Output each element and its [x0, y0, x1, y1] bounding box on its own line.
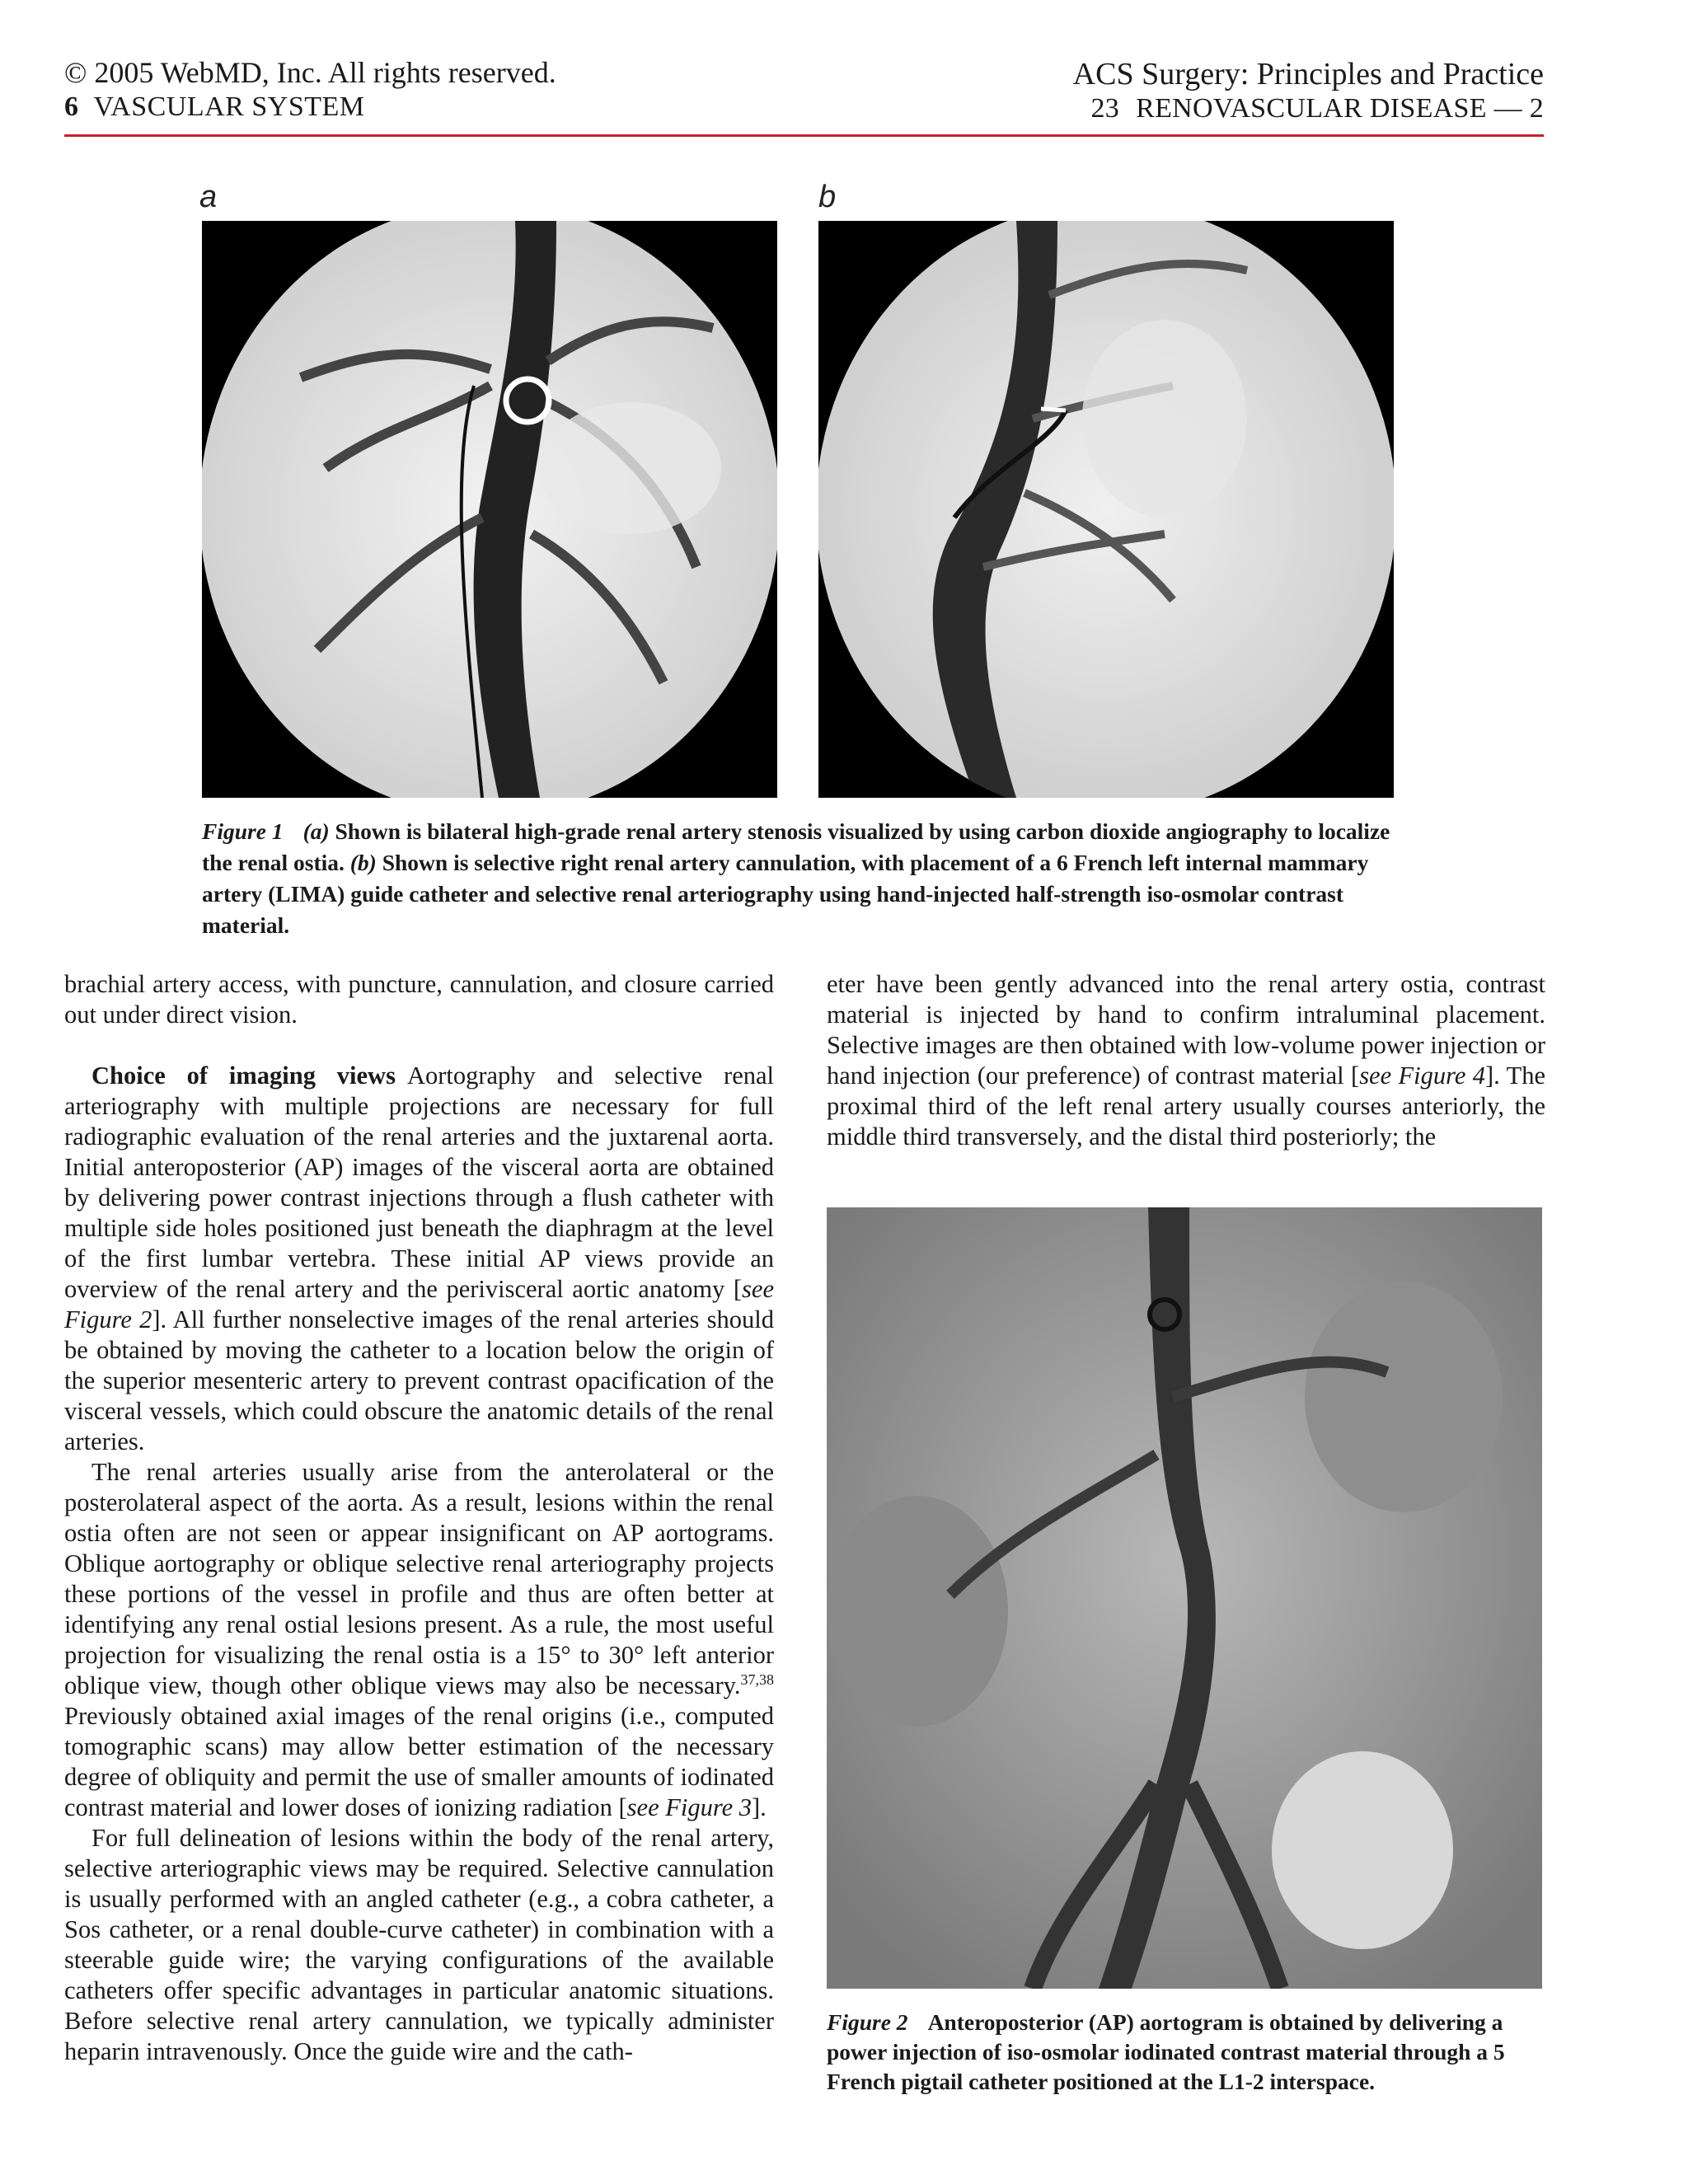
- book-title: ACS Surgery: Principles and Practice: [1072, 57, 1544, 91]
- figure2-aortogram: [827, 1207, 1542, 1989]
- figure1-caption: [202, 816, 1397, 941]
- chapter-number: 23: [1090, 93, 1120, 124]
- body-text: ]. All further nonselective images of the renal arteries should be obtained by moving the catheter to a location below the origin of the superior mesenteric artery to prevent contrast opacification of the visceral vessels, which could obscure the anatomic details of the renal arteries.: [64, 1305, 774, 1455]
- body-paragraph: [827, 969, 1545, 1152]
- chapter-heading: [1090, 92, 1544, 125]
- header-rule: [64, 134, 1544, 137]
- figure1-panel-a-angiogram: [202, 221, 777, 798]
- figure1-caption-b-text: Shown is selective right renal artery cannulation, with placement of a 6 French left internal mammary artery (LIMA) guide catheter and selective renal arteriography using hand-injected half-strength iso-osmolar contrast material.: [202, 850, 1369, 938]
- figure-reference: see Figure 2: [64, 1275, 774, 1333]
- body-text: ].: [751, 1793, 767, 1821]
- section-title: VASCULAR SYSTEM: [93, 91, 365, 122]
- body-paragraph: [64, 1457, 774, 1823]
- chapter-title: RENOVASCULAR DISEASE — 2: [1136, 93, 1544, 124]
- left-column: [64, 969, 774, 2067]
- figure-reference: see Figure 3: [626, 1793, 752, 1821]
- body-text: The renal arteries usually arise from the anterolateral or the posterolateral aspect of the aorta. As a result, lesions within the renal ostia often are not seen or appear insignificant on AP aortograms. Oblique aortography or oblique selective renal arteriography projects these portions of the vessel in profile and thus are often better at identifying any renal ostial lesions present. As a rule, the most useful projection for visualizing the renal ostia is a 15° to 30° left anterior oblique view, though other oblique views may also be necessary.: [64, 1458, 774, 1699]
- body-text: Previously obtained axial images of the renal origins (i.e., computed tomographic scans) may allow better estimation of the necessary degree of obliquity and permit the use of smaller amounts of iodinated contrast material and lower doses of ionizing radiation [: [64, 1702, 774, 1821]
- body-text: eter have been gently advanced into the renal artery ostia, contrast material is injected by hand to confirm intraluminal placement. Selective images are then obtained with low-volume power injection or hand injection (our preference) of contrast material [: [827, 970, 1545, 1090]
- figure1-caption-b-marker: (b): [349, 850, 377, 875]
- section-heading: [64, 91, 365, 124]
- figure-reference: see Figure 4: [1359, 1062, 1485, 1090]
- section-number: 6: [64, 91, 79, 122]
- figure1-caption-a-text: Shown is bilateral high-grade renal artery stenosis visualized by using carbon dioxide angiography to localize the renal ostia.: [202, 818, 1390, 875]
- copyright-notice: © 2005 WebMD, Inc. All rights reserved.: [64, 56, 556, 89]
- body-text: ]. The proximal third of the left renal artery usually courses anteriorly, the middle third transversely, and the distal third posteriorly; the: [827, 1062, 1545, 1151]
- body-text: Aortography and selective renal arteriography with multiple projections are necessary for full radiographic evaluation of the renal arteries and the juxtarenal aorta. Initial anteroposterior (AP) images of the visceral aorta are obtained by delivering power contrast injections through a flush catheter with multiple side holes positioned just beneath the diaphragm at the level of the first lumbar vertebra. These initial AP views provide an overview of the renal artery and the perivisceral aortic anatomy [: [64, 1062, 774, 1303]
- figure2-label: Figure 2: [827, 2009, 908, 2035]
- figure1-panel-b-angiogram: [818, 221, 1394, 798]
- figure2-caption-text: Anteroposterior (AP) aortogram is obtained by delivering a power injection of iso-osmolar iodinated contrast material through a 5 French pigtail catheter positioned at the L1-2 interspace.: [827, 2009, 1505, 2094]
- figure1-label: Figure 1: [202, 818, 284, 844]
- figure1-panel-b-label: b: [818, 180, 837, 214]
- subsection-heading: Choice of imaging views: [91, 1062, 396, 1090]
- body-paragraph: [64, 1061, 774, 1457]
- right-column: [827, 969, 1545, 1152]
- citation: 37,38: [740, 1671, 774, 1688]
- figure1-caption-a-marker: (a): [302, 818, 330, 844]
- figure2-caption: [827, 2008, 1545, 2097]
- body-paragraph: brachial artery access, with puncture, cannulation, and closure carried out under direct vision.: [64, 970, 774, 1029]
- figure1-panel-a-label: a: [199, 180, 218, 214]
- body-paragraph: For full delineation of lesions within the body of the renal artery, selective arteriographic views may be required. Selective cannulation is usually performed with an angled catheter (e.g., a cobra catheter, a Sos catheter, or a renal double-curve catheter) in combination with a steerable guide wire; the varying configurations of the available catheters offer specific advantages in particular anatomic situations. Before selective renal artery cannulation, we typically administer heparin intravenously. Once the guide wire and the cath-: [64, 1824, 774, 2065]
